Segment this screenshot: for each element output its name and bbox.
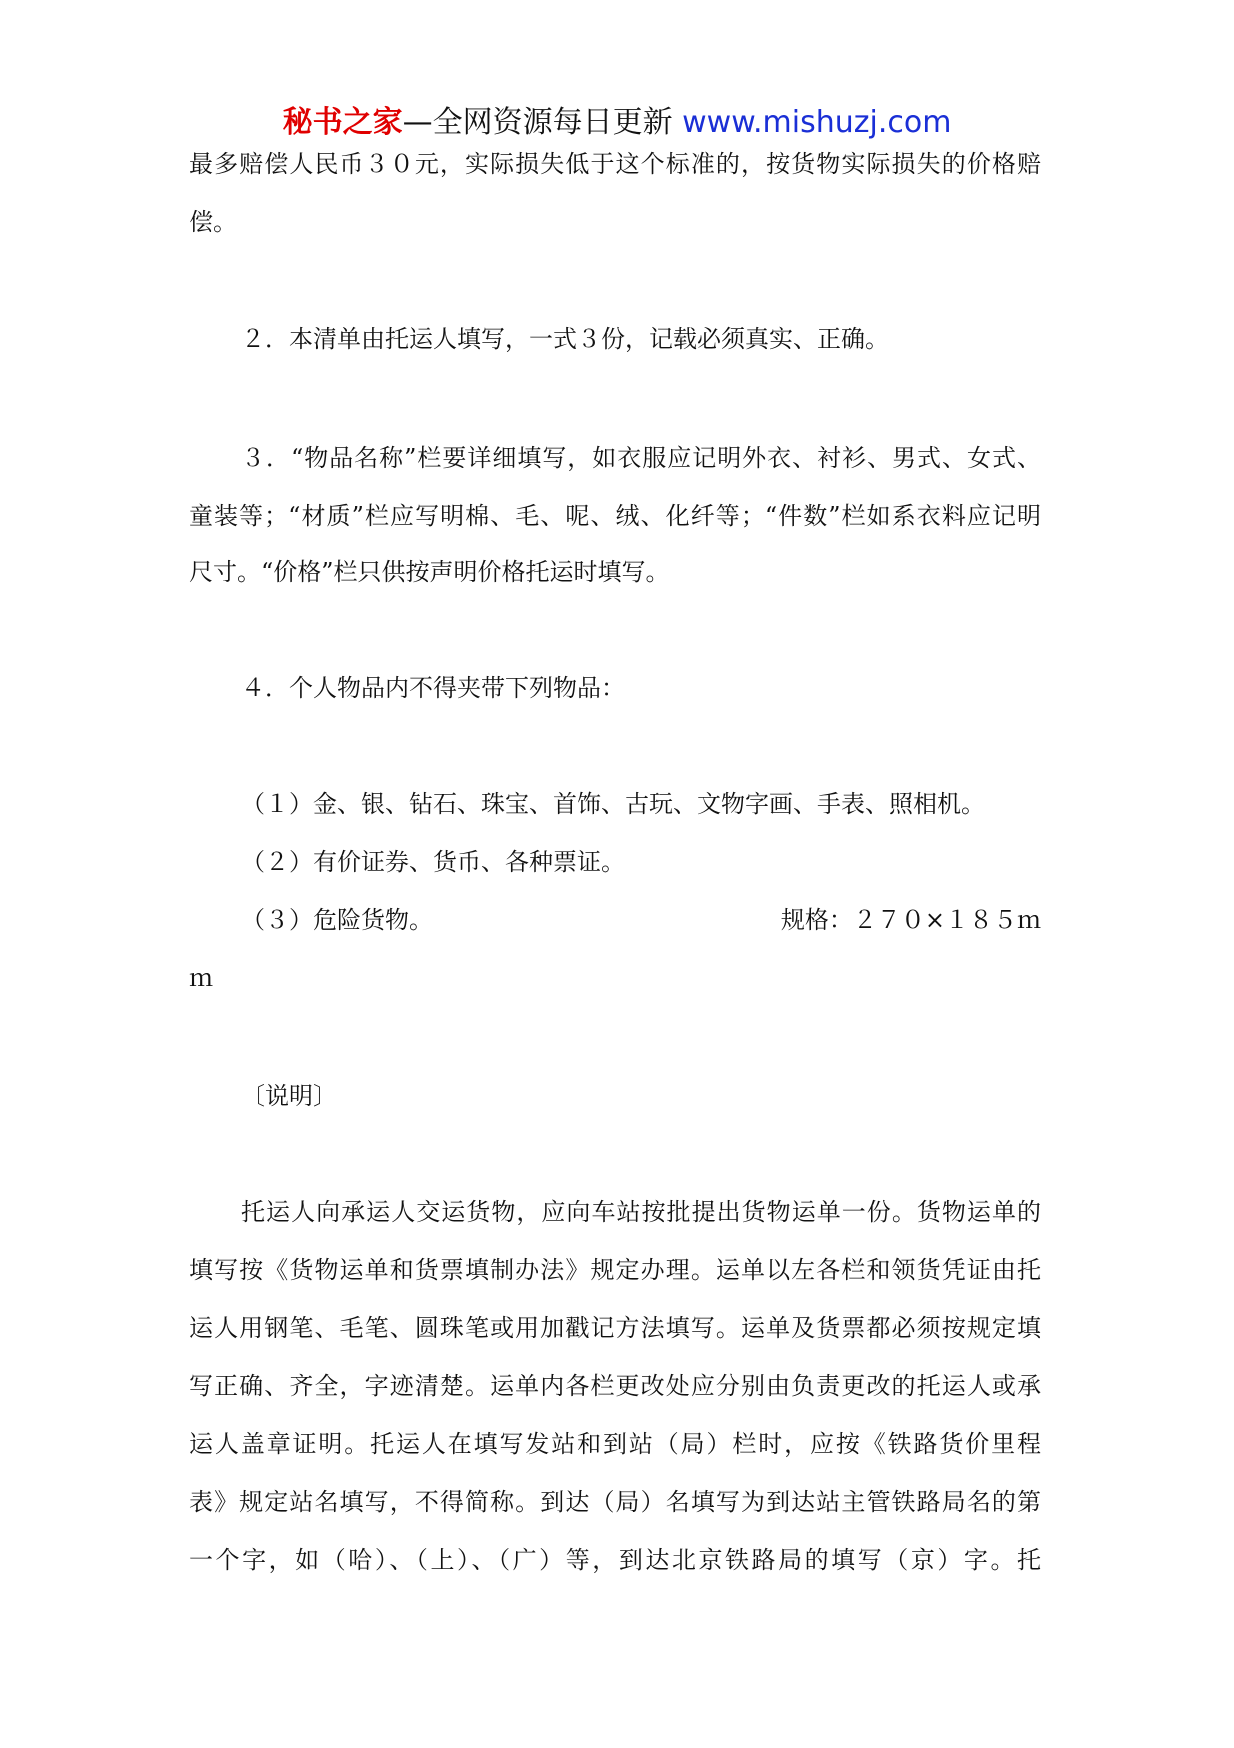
specification-tail: ｍ (189, 964, 213, 992)
paragraph-5-line-4: 写正确、齐全，字迹清楚。运单内各栏更改处应分别由负责更改的托运人或承 (189, 1372, 1041, 1400)
paragraph-3-line-3: 尺寸。“价格”栏只供按声明价格托运时填写。 (189, 558, 670, 586)
paragraph-2: ２．本清单由托运人填写，一式３份，记载必须真实、正确。 (241, 325, 889, 353)
list-item-3: （３）危险货物。 (241, 906, 433, 934)
list-item-1: （１）金、银、钻石、珠宝、首饰、古玩、文物字画、手表、照相机。 (241, 790, 985, 818)
list-item-2: （２）有价证券、货币、各种票证。 (241, 848, 625, 876)
site-url-link[interactable]: www.mishuzj.com (682, 105, 952, 140)
paragraph-4: ４．个人物品内不得夹带下列物品： (241, 674, 625, 702)
site-tagline: —全网资源每日更新 (402, 105, 673, 140)
paragraph-3-line-1: ３．“物品名称”栏要详细填写，如衣服应记明外衣、衬衫、男式、女式、 (241, 444, 1041, 472)
paragraph-5-line-3: 运人用钢笔、毛笔、圆珠笔或用加戳记方法填写。运单及货票都必须按规定填 (189, 1314, 1041, 1342)
site-brand: 秘书之家 (282, 105, 403, 140)
paragraph-5-line-7: 一个字，如（哈）、（上）、（广）等，到达北京铁路局的填写（京）字。托 (189, 1546, 1041, 1574)
list-item-3-row (189, 904, 1041, 936)
paragraph-5-line-6: 表》规定站名填写，不得简称。到达（局）名填写为到达站主管铁路局名的第 (189, 1488, 1041, 1516)
note-heading: 〔说明〕 (241, 1082, 337, 1110)
specification-text: 规格：２７０×１８５ｍ (780, 906, 1041, 934)
paragraph-5-line-1: 托运人向承运人交运货物，应向车站按批提出货物运单一份。货物运单的 (241, 1198, 1041, 1226)
paragraph-1-line-1: 最多赔偿人民币３０元，实际损失低于这个标准的，按货物实际损失的价格赔 (189, 150, 1041, 178)
paragraph-5-line-2: 填写按《货物运单和货票填制办法》规定办理。运单以左各栏和领货凭证由托 (189, 1256, 1041, 1284)
paragraph-5-line-5: 运人盖章证明。托运人在填写发站和到站（局）栏时，应按《铁路货价里程 (189, 1430, 1041, 1458)
paragraph-3-line-2: 童装等；“材质”栏应写明棉、毛、呢、绒、化纤等；“件数”栏如系衣料应记明 (189, 502, 1041, 530)
paragraph-1-line-2: 偿。 (189, 208, 237, 236)
site-header (0, 103, 1234, 143)
